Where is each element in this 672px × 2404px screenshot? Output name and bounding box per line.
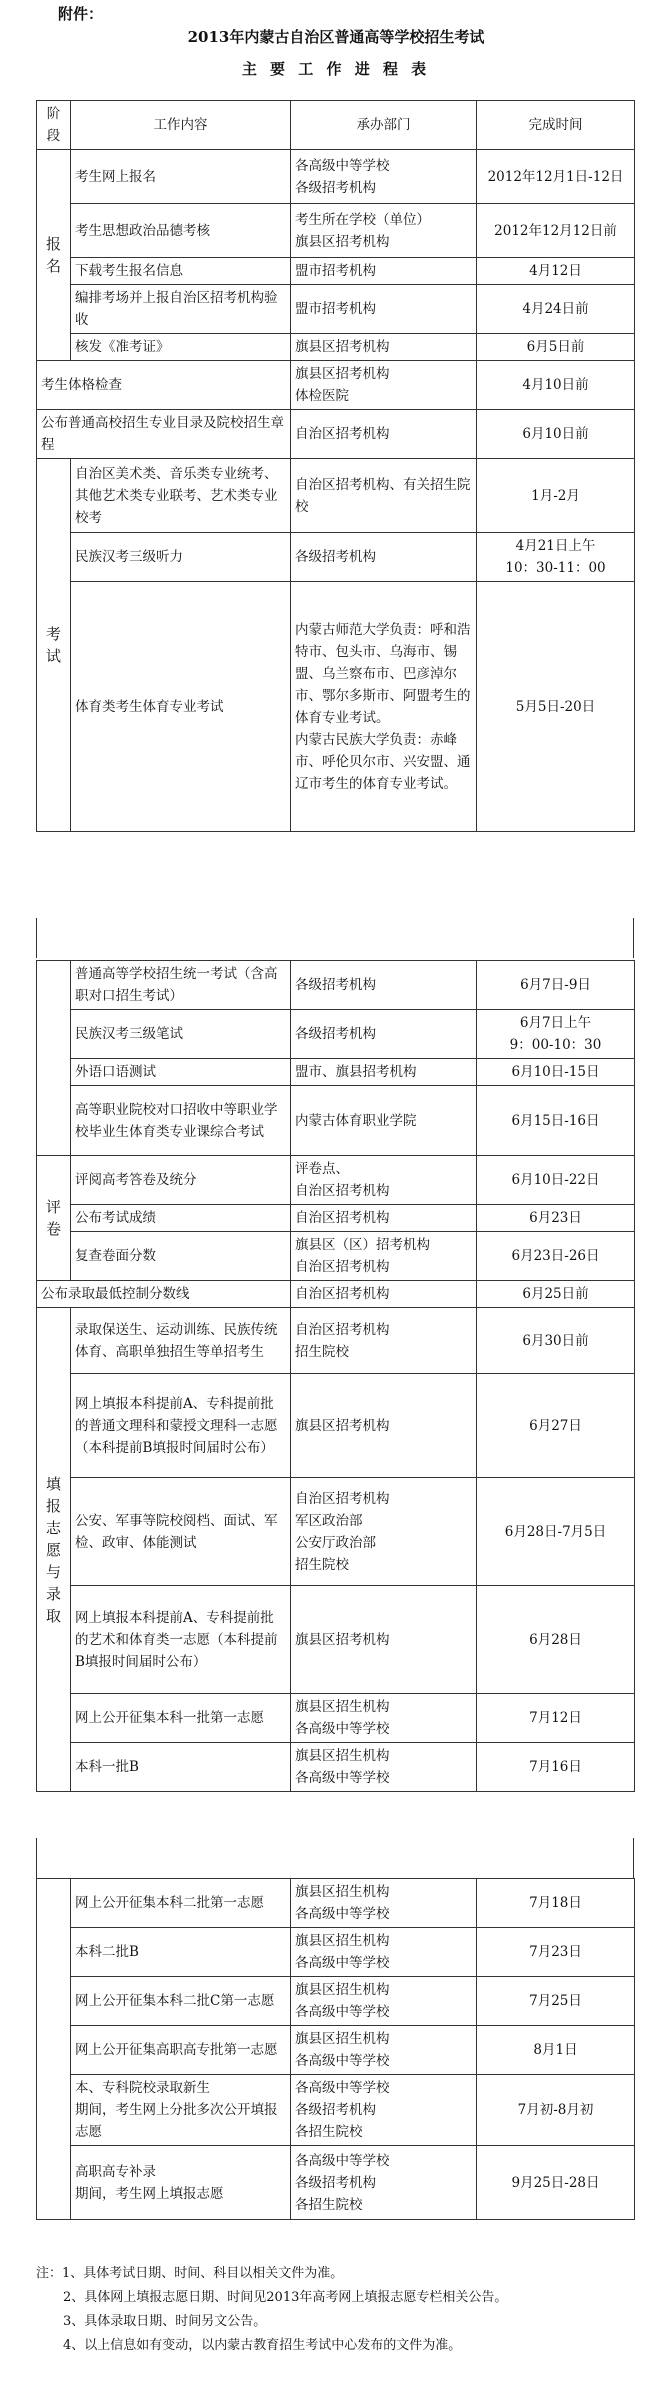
row-time: 4月10日前 <box>477 361 635 410</box>
table-row <box>37 961 635 1010</box>
table-row <box>37 1059 635 1086</box>
table-row <box>37 150 635 204</box>
row-content: 公布录取最低控制分数线 <box>37 1281 291 1308</box>
table-row <box>37 533 635 582</box>
stage-cell: 考 试 <box>37 459 71 832</box>
schedule-table-part1 <box>36 100 635 832</box>
table-row <box>37 2075 635 2146</box>
row-time: 6月10日-22日 <box>477 1156 635 1205</box>
row-time: 6月28日-7月5日 <box>477 1478 635 1586</box>
row-time: 6月23日-26日 <box>477 1232 635 1281</box>
table-row <box>37 1010 635 1059</box>
row-time: 6月27日 <box>477 1374 635 1478</box>
row-content: 网上公开征集高职高专批第一志愿 <box>71 2026 291 2075</box>
row-dept: 旗县区（区）招考机构 自治区招考机构 <box>291 1232 477 1281</box>
row-dept: 旗县区招生机构 各高级中等学校 <box>291 1928 477 1977</box>
row-time: 7月初-8月初 <box>477 2075 635 2146</box>
table-break <box>36 1838 634 1878</box>
row-dept: 旗县区招考机构 体检医院 <box>291 361 477 410</box>
row-dept: 自治区招考机构 <box>291 1281 477 1308</box>
schedule-table-part3 <box>36 1878 635 2220</box>
row-content: 自治区美术类、音乐类专业统考、其他艺术类专业联考、艺术类专业校考 <box>71 459 291 533</box>
page-title: 2013年内蒙古自治区普通高等学校招生考试 <box>187 28 485 46</box>
row-dept: 盟市招考机构 <box>291 285 477 334</box>
table-row <box>37 1928 635 1977</box>
table-row <box>37 1086 635 1156</box>
row-content: 核发《准考证》 <box>71 334 291 361</box>
stage-cell <box>37 1879 71 2220</box>
row-dept: 旗县区招生机构 各高级中等学校 <box>291 1879 477 1928</box>
header-dept: 承办部门 <box>291 101 477 150</box>
table-row <box>37 361 635 410</box>
row-dept: 自治区招考机构 <box>291 410 477 459</box>
row-content: 体育类考生体育专业考试 <box>71 582 291 832</box>
row-dept: 各级招考机构 <box>291 1010 477 1059</box>
row-content: 网上公开征集本科二批C第一志愿 <box>71 1977 291 2026</box>
note-item: 2、具体网上填报志愿日期、时间见2013年高考网上填报志愿专栏相关公告。 <box>63 2290 508 2305</box>
table-row <box>37 204 635 258</box>
row-time: 6月7日-9日 <box>477 961 635 1010</box>
row-time: 7月16日 <box>477 1743 635 1792</box>
row-content: 本科一批B <box>71 1743 291 1792</box>
row-dept: 旗县区招生机构 各高级中等学校 <box>291 2026 477 2075</box>
row-dept: 各高级中等学校 各级招考机构 各招生院校 <box>291 2146 477 2220</box>
row-content: 公布普通高校招生专业目录及院校招生章程 <box>37 410 291 459</box>
row-content: 高等职业院校对口招收中等职业学校毕业生体育类专业课综合考试 <box>71 1086 291 1156</box>
header-stage: 阶段 <box>37 101 71 150</box>
row-time: 2012年12月1日-12日 <box>477 150 635 204</box>
row-content: 本、专科院校录取新生 期间，考生网上分批多次公开填报志愿 <box>71 2075 291 2146</box>
row-time: 6月25日前 <box>477 1281 635 1308</box>
row-dept: 旗县区招考机构 <box>291 1374 477 1478</box>
table-row <box>37 1977 635 2026</box>
note-item: 注：1、具体考试日期、时间、科目以相关文件为准。 <box>36 2266 344 2281</box>
row-dept: 旗县区招生机构 各高级中等学校 <box>291 1694 477 1743</box>
row-time: 6月7日上午 9：00-10：30 <box>477 1010 635 1059</box>
table-row <box>37 410 635 459</box>
page-subtitle: 主 要 工 作 进 程 表 <box>241 60 431 78</box>
row-dept: 旗县区招考机构 <box>291 334 477 361</box>
row-content: 公布考试成绩 <box>71 1205 291 1232</box>
schedule-table-part2 <box>36 960 635 1792</box>
row-time: 6月5日前 <box>477 334 635 361</box>
row-content: 高职高专补录 期间，考生网上填报志愿 <box>71 2146 291 2220</box>
row-dept: 旗县区招生机构 各高级中等学校 <box>291 1977 477 2026</box>
row-content: 评阅高考答卷及统分 <box>71 1156 291 1205</box>
row-time: 4月24日前 <box>477 285 635 334</box>
row-dept: 内蒙古体育职业学院 <box>291 1086 477 1156</box>
table-row <box>37 1879 635 1928</box>
row-content: 考生思想政治品德考核 <box>71 204 291 258</box>
table-row <box>37 2026 635 2075</box>
table-row <box>37 1308 635 1374</box>
table-row <box>37 1743 635 1792</box>
stage-cell: 报 名 <box>37 150 71 361</box>
table-row <box>37 1232 635 1281</box>
row-dept: 各高级中等学校 各级招考机构 各招生院校 <box>291 2075 477 2146</box>
row-dept: 旗县区招生机构 各高级中等学校 <box>291 1743 477 1792</box>
row-dept: 内蒙古师范大学负责：呼和浩特市、包头市、乌海市、锡盟、乌兰察布市、巴彦淖尔市、鄂尔多斯市、阿盟考生的体育专业考试。 内蒙古民族大学负责：赤峰市、呼伦贝尔市、兴安盟、通辽市考生的体育专业考试。 <box>291 582 477 832</box>
stage-cell: 评 卷 <box>37 1156 71 1281</box>
row-content: 网上公开征集本科二批第一志愿 <box>71 1879 291 1928</box>
stage-cell: 填 报 志 愿 与 录 取 <box>37 1308 71 1792</box>
table-row <box>37 1478 635 1586</box>
row-dept: 自治区招考机构 招生院校 <box>291 1308 477 1374</box>
row-dept: 考生所在学校（单位） 旗县区招考机构 <box>291 204 477 258</box>
row-content: 录取保送生、运动训练、民族传统体育、高职单独招生等单招考生 <box>71 1308 291 1374</box>
row-dept: 各高级中等学校 各级招考机构 <box>291 150 477 204</box>
row-time: 4月12日 <box>477 258 635 285</box>
row-content: 公安、军事等院校阅档、面试、军检、政审、体能测试 <box>71 1478 291 1586</box>
row-time: 6月10日前 <box>477 410 635 459</box>
row-content: 考生体格检查 <box>37 361 291 410</box>
stage-cell <box>37 961 71 1156</box>
table-row <box>37 258 635 285</box>
table-row <box>37 285 635 334</box>
notes <box>36 2262 656 2358</box>
row-content: 民族汉考三级听力 <box>71 533 291 582</box>
row-content: 网上填报本科提前A、专科提前批的艺术和体育类一志愿（本科提前B填报时间届时公布） <box>71 1586 291 1694</box>
note-item: 3、具体录取日期、时间另文公告。 <box>63 2314 267 2329</box>
table-row <box>37 1586 635 1694</box>
table-row <box>37 334 635 361</box>
row-content: 下载考生报名信息 <box>71 258 291 285</box>
row-time: 4月21日上午 10：30-11：00 <box>477 533 635 582</box>
row-time: 7月23日 <box>477 1928 635 1977</box>
table-row <box>37 582 635 832</box>
row-dept: 自治区招考机构、有关招生院校 <box>291 459 477 533</box>
row-content: 复查卷面分数 <box>71 1232 291 1281</box>
row-content: 考生网上报名 <box>71 150 291 204</box>
row-content: 本科二批B <box>71 1928 291 1977</box>
row-time: 6月28日 <box>477 1586 635 1694</box>
row-dept: 盟市招考机构 <box>291 258 477 285</box>
table-row <box>37 1374 635 1478</box>
row-time: 9月25日-28日 <box>477 2146 635 2220</box>
table-row <box>37 459 635 533</box>
row-content: 网上公开征集本科一批第一志愿 <box>71 1694 291 1743</box>
row-time: 2012年12月12日前 <box>477 204 635 258</box>
table-row <box>37 1694 635 1743</box>
row-time: 7月18日 <box>477 1879 635 1928</box>
attachment-label: 附件： <box>58 5 104 23</box>
row-content: 网上填报本科提前A、专科提前批的普通文理科和蒙授文理科一志愿（本科提前B填报时间届时公布） <box>71 1374 291 1478</box>
row-time: 6月30日前 <box>477 1308 635 1374</box>
table-row <box>37 1156 635 1205</box>
row-content: 普通高等学校招生统一考试（含高职对口招生考试） <box>71 961 291 1010</box>
table-row <box>37 1205 635 1232</box>
row-content: 编排考场并上报自治区招考机构验收 <box>71 285 291 334</box>
row-time: 6月10日-15日 <box>477 1059 635 1086</box>
row-time: 7月25日 <box>477 1977 635 2026</box>
header-time: 完成时间 <box>477 101 635 150</box>
row-dept: 各级招考机构 <box>291 961 477 1010</box>
note-item: 4、以上信息如有变动，以内蒙古教育招生考试中心发布的文件为准。 <box>63 2338 462 2353</box>
row-content: 外语口语测试 <box>71 1059 291 1086</box>
row-time: 5月5日-20日 <box>477 582 635 832</box>
row-time: 8月1日 <box>477 2026 635 2075</box>
row-dept: 各级招考机构 <box>291 533 477 582</box>
table-header-row <box>37 101 635 150</box>
row-dept: 盟市、旗县招考机构 <box>291 1059 477 1086</box>
table-row <box>37 1281 635 1308</box>
row-time: 7月12日 <box>477 1694 635 1743</box>
row-dept: 自治区招考机构 <box>291 1205 477 1232</box>
row-dept: 评卷点、 自治区招考机构 <box>291 1156 477 1205</box>
row-time: 6月15日-16日 <box>477 1086 635 1156</box>
row-content: 民族汉考三级笔试 <box>71 1010 291 1059</box>
header-content: 工作内容 <box>71 101 291 150</box>
table-break <box>36 918 634 958</box>
row-time: 1月-2月 <box>477 459 635 533</box>
row-time: 6月23日 <box>477 1205 635 1232</box>
table-row <box>37 2146 635 2220</box>
row-dept: 旗县区招考机构 <box>291 1586 477 1694</box>
row-dept: 自治区招考机构 军区政治部 公安厅政治部 招生院校 <box>291 1478 477 1586</box>
